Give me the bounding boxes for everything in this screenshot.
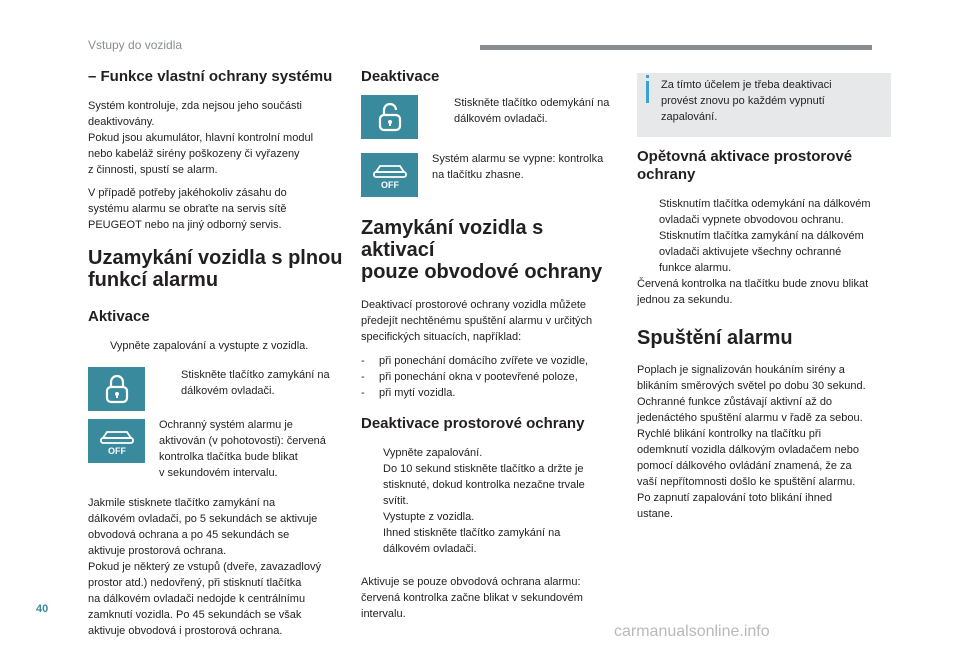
list-item (159, 367, 343, 399)
icon-row (88, 367, 343, 411)
car-alarm-off-icon (361, 153, 418, 197)
header-section-title: Vstupy do vozidla (88, 38, 183, 52)
dash-icon: - (361, 387, 365, 399)
list-item (88, 338, 343, 354)
status-description: Ochranný systém alarmu je aktivován (v pohotovosti): červená kontrolka tlačítka bude blikat v sekundovém intervalu. (159, 419, 326, 479)
list-item-text: Stiskněte tlačítko zamykání na dálkovém ovladači. (181, 369, 330, 397)
svg-text:OFF: OFF (107, 446, 126, 456)
header-bar (480, 45, 872, 50)
heading-full-alarm-lock: Uzamykání vozidla s plnou funkcí alarmu (88, 247, 343, 291)
dash-list (361, 353, 616, 401)
paragraph: V případě potřeby jakéhokoliv zásahu do systému alarmu se obraťte na servis sítě PEUGEOT nebo na jiný odborný servis. (88, 187, 287, 231)
heading-activation: Aktivace (88, 308, 150, 325)
heading-reactivate-space-protection: Opětovná aktivace prostorové ochrany (637, 148, 853, 183)
list-item (637, 196, 892, 228)
bullet-list (637, 196, 892, 276)
lock-closed-icon (88, 367, 145, 411)
list-item-text: Vypněte zapalování a vystupte z vozidla. (110, 340, 309, 352)
paragraph: Aktivuje se pouze obvodová ochrana alarmu: červená kontrolka začne blikat v sekundovém intervalu. (361, 576, 583, 620)
heading-deactivate-space-protection: Deaktivace prostorové ochrany (361, 415, 585, 432)
dash-icon: - (361, 355, 365, 367)
heading-alarm-trigger: Spuštění alarmu (637, 327, 793, 349)
list-item (361, 353, 616, 369)
list-item-text: Ihned stiskněte tlačítko zamykání na dálkovém ovladači. (383, 527, 561, 555)
list-item-text: Stiskněte tlačítko odemykání na dálkovém ovladači. (454, 97, 610, 125)
list-item-text: při mytí vozidla. (379, 387, 456, 399)
watermark: carmanualsonline.info (614, 623, 770, 640)
paragraph: Jakmile stisknete tlačítko zamykání na dálkovém ovladači, po 5 sekundách se aktivuje obvodová ochrana a po 45 sekundách se aktivuje prostorová ochrana. Pokud je některý ze vstupů (dveře, zavazadlový prostor atd.) nedovřený, při stisknutí tlačítka na dálkovém ovladači nedojde k centrálnímu zamknutí vozidla. Po 45 sekundách se však aktivuje obvodová i prostorová ochrana. (88, 497, 321, 637)
list-item (361, 461, 616, 509)
status-description: Systém alarmu se vypne: kontrolka na tlačítku zhasne. (432, 153, 604, 181)
svg-text:OFF: OFF (380, 180, 399, 190)
list-item-text: Vypněte zapalování. (383, 447, 483, 459)
list-item-text: Vystupte z vozidla. (383, 511, 475, 523)
lock-open-icon (361, 95, 418, 139)
dash-icon: - (361, 371, 365, 383)
heading-deactivation: Deaktivace (361, 68, 440, 85)
info-icon (646, 81, 649, 103)
icon-row (361, 153, 616, 197)
list-item-text: Stisknutím tlačítka zamykání na dálkovém ovladači aktivujete všechny ochranné funkce alarmu. (659, 230, 864, 274)
list-item-text: Do 10 sekund stiskněte tlačítko a držte je stisknuté, dokud kontrolka nezačne trvale svítit. (383, 463, 585, 507)
list-item-text: při ponechání okna v pootevřené poloze, (379, 371, 578, 383)
car-alarm-off-icon (88, 419, 145, 463)
page-number: 40 (36, 603, 49, 615)
list-item (361, 525, 616, 557)
info-note (637, 73, 891, 137)
list-item (361, 369, 616, 385)
list-item (637, 228, 892, 276)
icon-row (361, 95, 616, 139)
column-2 (361, 66, 616, 622)
column-1 (88, 66, 343, 639)
paragraph: Poplach je signalizován houkáním sirény a blikáním směrových světel po dobu 30 sekund. Ochranné funkce zůstávají aktivní až do jedenáctého spuštění alarmu v řadě za sebou. Rychlé blikání kontrolky na tlačítku při odemknutí vozidla dálkovým ovladačem nebo pomocí dálkového ovládání znamená, že za vaší nepřítomnosti došlo ke spuštění alarmu. Po zapnutí zapalování toto blikání ihned ustane. (637, 364, 866, 520)
list-item (361, 385, 616, 401)
icon-row (88, 419, 343, 481)
list-item (361, 445, 616, 461)
heading-perimeter-lock: Zamykání vozidla s aktivací pouze obvodové ochrany (361, 217, 603, 283)
info-note-text: Za tímto účelem je třeba deaktivaci provést znovu po každém vypnutí zapalování. (661, 79, 832, 123)
paragraph: Systém kontroluje, zda nejsou jeho součásti deaktivovány. Pokud jsou akumulátor, hlavní kontrolní modul nebo kabeláž sirény poškozeny či vyřazeny z činnosti, spustí se alarm. (88, 100, 314, 176)
column-3 (637, 148, 892, 522)
paragraph: Deaktivací prostorové ochrany vozidla můžete předejít nechtěnému spuštění alarmu v určitých specifických situacích, například: (361, 299, 593, 343)
list-item-text: při ponechání domácího zvířete ve vozidle, (379, 355, 589, 367)
bullet-list (361, 445, 616, 557)
paragraph: Červená kontrolka na tlačítku bude znovu blikat jednou za sekundu. (637, 278, 869, 306)
heading-self-protection: – Funkce vlastní ochrany systému (88, 68, 333, 85)
list-item (361, 509, 616, 525)
list-item-text: Stisknutím tlačítka odemykání na dálkovém ovladači vypnete obvodovou ochranu. (659, 198, 871, 226)
list-item (432, 95, 616, 127)
